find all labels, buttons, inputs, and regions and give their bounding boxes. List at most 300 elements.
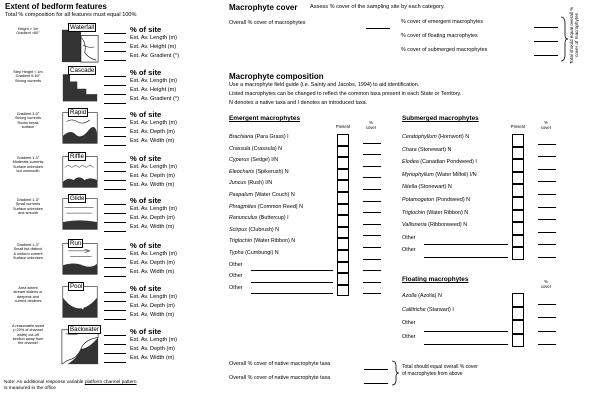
bedform-desc [0, 243, 56, 260]
pct-of-site-label: % of site [130, 196, 162, 205]
submerged-cover-header: % cover [540, 120, 552, 130]
bedform-desc-line: Height > 1m [17, 27, 39, 31]
submerged-heading: Submerged macrophytes [402, 115, 479, 122]
estimate-field[interactable] [104, 222, 126, 223]
present-checkbox[interactable] [512, 222, 524, 235]
present-checkbox[interactable] [512, 334, 524, 348]
taxon-scientific-name: Azolla [402, 293, 417, 299]
taxon-label [402, 172, 477, 178]
bedform-name: Rapid [70, 109, 87, 116]
bedform-row-cascade [0, 67, 220, 109]
native-brace [391, 360, 399, 386]
bedform-name: Glide [70, 195, 85, 202]
pct-cover-field[interactable] [538, 219, 556, 220]
taxon-label [402, 307, 454, 313]
present-checkbox[interactable] [337, 146, 349, 158]
pct-of-site-field[interactable] [104, 118, 126, 119]
taxon-scientific-name: Potamogeton [402, 197, 435, 203]
pct-of-site-field[interactable] [104, 76, 126, 77]
other-taxon-field[interactable] [251, 293, 333, 294]
taxon-label [402, 159, 477, 165]
emergent-taxon-row [229, 238, 399, 250]
taxon-label [229, 262, 242, 268]
floating-cover-header: % cover [540, 279, 552, 289]
bedform-desc-line: A reasonable sized [11, 324, 45, 328]
emergent-taxon-row [229, 262, 399, 274]
other-taxon-field[interactable] [424, 244, 508, 245]
taxon-label [402, 235, 415, 241]
bedform-name: Cascade [70, 67, 95, 74]
taxon-scientific-name: Elodea [402, 159, 419, 166]
taxon-scientific-name: Triglochin [229, 238, 252, 245]
submerged-taxon-row [402, 159, 572, 172]
pct-of-site-field[interactable] [104, 162, 126, 163]
pct-of-site-label: % of site [130, 284, 162, 293]
cover-item-emergent: % cover of emergent macrophytes [401, 19, 484, 25]
pct-of-site-field[interactable] [104, 33, 126, 34]
pct-of-site-field[interactable] [104, 204, 126, 205]
taxon-label [229, 157, 278, 163]
pct-of-site-label: % of site [130, 154, 162, 163]
taxon-common-name: (Stonewart) N [416, 184, 452, 191]
bedform-desc-line: Gradient 1-3° [16, 243, 40, 247]
present-checkbox[interactable] [512, 159, 524, 172]
estimate-label: Est. Av. Length (m) [130, 164, 178, 170]
bedform-desc [0, 70, 56, 83]
taxon-common-name: (Ribbonweed) N [426, 222, 468, 229]
taxon-common-name: (Water Couch) N [252, 192, 295, 198]
present-checkbox[interactable] [512, 134, 524, 147]
present-checkbox[interactable] [512, 235, 524, 248]
estimate-label: Est. Av. Depth (m) [130, 173, 175, 179]
present-checkbox[interactable] [337, 250, 349, 262]
present-checkbox[interactable] [512, 147, 524, 160]
pct-of-site-label: % of site [130, 25, 162, 34]
estimate-label: Est. Av. Width (m) [130, 355, 175, 361]
bedform-note [4, 380, 137, 392]
bedform-row-riffle [0, 153, 220, 195]
estimate-field[interactable] [104, 276, 126, 277]
other-label: Other [402, 234, 416, 241]
taxon-label [229, 134, 289, 140]
estimate-field[interactable] [104, 51, 126, 52]
other-taxon-field[interactable] [424, 331, 508, 332]
estimate-field[interactable] [104, 344, 126, 345]
bedform-desc [0, 286, 56, 303]
pct-cover-field[interactable] [538, 244, 556, 245]
bedform-desc-line: Gradient >60° [16, 31, 40, 36]
floating-taxon-row [402, 307, 572, 321]
estimate-field[interactable] [104, 180, 126, 181]
bedform-desc-line: Strong currents [15, 78, 41, 83]
bedform-desc-line: & uniform current [13, 251, 43, 256]
bedform-desc-line: surface [21, 124, 35, 129]
estimate-field[interactable] [104, 231, 126, 232]
other-taxon-field[interactable] [251, 270, 333, 271]
present-checkbox[interactable] [512, 247, 524, 260]
bedform-desc-line: Rocks break [17, 120, 39, 125]
taxon-scientific-name: Cyperus [229, 157, 250, 164]
emergent-taxon-row [229, 134, 399, 146]
estimate-label: Est. Av. Length (m) [130, 78, 178, 84]
bedform-desc-line: Gradient 5-60° [15, 74, 41, 79]
estimate-label: Est. Av. Length (m) [130, 337, 178, 343]
taxon-label [402, 320, 415, 326]
taxon-label [229, 169, 289, 175]
taxon-common-name: (Stonewart) N [416, 146, 452, 153]
taxon-common-name: (Buttercup) I [257, 215, 289, 222]
bedform-desc-line: Small but distinct [13, 247, 43, 252]
taxon-scientific-name: Eleocharis [229, 168, 255, 175]
taxon-label [402, 222, 467, 228]
bedform-desc-line: section away from [12, 336, 44, 341]
pct-cover-field[interactable] [363, 212, 381, 213]
present-checkbox[interactable] [337, 204, 349, 216]
bedform-desc-line: stream widens or [13, 290, 43, 295]
estimate-field[interactable] [104, 267, 126, 268]
pct-cover-field[interactable] [538, 232, 556, 233]
emergent-taxon-row [229, 285, 399, 297]
pct-of-site-label: % of site [130, 68, 162, 77]
taxon-scientific-name: Paspalum [229, 192, 253, 198]
submerged-taxon-row [402, 184, 572, 197]
pct-cover-field[interactable] [538, 144, 556, 145]
present-checkbox[interactable] [512, 210, 524, 223]
emergent-cover-header: % cover [365, 120, 377, 130]
bedform-desc-line: deepens and [17, 294, 39, 299]
present-checkbox[interactable] [337, 262, 349, 274]
pct-of-site-label: % of site [130, 327, 162, 336]
taxon-label [402, 334, 415, 340]
submerged-taxon-row [402, 147, 572, 160]
pct-cover-field[interactable] [538, 317, 556, 318]
taxon-scientific-name: Typha [229, 250, 244, 256]
submerged-present-header: Present [510, 124, 526, 129]
estimate-label: Est. Av. Gradient (°) [130, 53, 179, 59]
bedform-name: Backwater [70, 326, 99, 333]
taxon-common-name: (Clubrush) N [246, 226, 280, 233]
bedform-desc-line: Surface unbroken [13, 255, 43, 260]
pct-cover-field[interactable] [363, 259, 381, 260]
pct-cover-field[interactable] [363, 143, 381, 144]
emergent-taxon-row [229, 146, 399, 158]
emergent-taxon-row [229, 250, 399, 262]
pct-of-site-label: % of site [130, 110, 162, 119]
native-total-note: Total should equal overall % cover of macrophytes from above [402, 364, 478, 377]
pct-cover-field[interactable] [363, 166, 381, 167]
estimate-label: Est. Av. Depth (m) [130, 215, 175, 221]
pct-cover-field[interactable] [538, 344, 556, 345]
floating-heading: Floating macrophytes [402, 276, 469, 283]
taxon-label [402, 197, 470, 203]
bedform-name: Riffle [70, 153, 84, 160]
pct-cover-field[interactable] [538, 181, 556, 182]
bedform-desc-line: the channel [18, 341, 38, 346]
present-checkbox[interactable] [337, 134, 349, 146]
submerged-taxon-row [402, 235, 572, 248]
taxon-common-name: (Crassula) N [250, 145, 283, 152]
other-label: Other [402, 320, 416, 326]
estimate-field[interactable] [104, 85, 126, 86]
taxon-label [229, 146, 282, 152]
submerged-taxon-row [402, 172, 572, 185]
estimate-field[interactable] [104, 301, 126, 302]
note-prefix: Note: An additional response variable [4, 380, 85, 385]
estimate-field[interactable] [104, 362, 126, 363]
estimate-label: Est. Av. Width (m) [130, 224, 175, 230]
present-checkbox[interactable] [512, 172, 524, 185]
estimate-label: Est. Av. Length (m) [130, 251, 178, 257]
taxon-label [402, 293, 442, 299]
bedform-row-backwater [0, 326, 220, 368]
pct-cover-field[interactable] [363, 293, 381, 294]
emergent-taxon-row [229, 169, 399, 181]
taxon-scientific-name: Brachiaria [229, 134, 254, 140]
taxon-common-name: (Water Milfoil) I/N [433, 171, 477, 178]
estimate-field[interactable] [104, 171, 126, 172]
bedform-row-pool [0, 283, 220, 325]
bedform-name: Pool [70, 283, 83, 290]
present-checkbox[interactable] [337, 192, 349, 204]
estimate-field[interactable] [104, 127, 126, 128]
submerged-taxon-row [402, 197, 572, 210]
present-checkbox[interactable] [512, 184, 524, 197]
bedform-desc-line: Area where [18, 286, 38, 290]
emergent-taxon-row [229, 227, 399, 239]
bedform-desc-line: Gradient 3-5° [16, 112, 40, 116]
taxon-scientific-name: Triglochin [402, 209, 425, 216]
emergent-taxon-row [229, 273, 399, 285]
taxon-scientific-name: Juncus [229, 180, 247, 187]
present-checkbox[interactable] [337, 169, 349, 181]
estimate-field[interactable] [104, 213, 126, 214]
bedform-desc [0, 198, 56, 215]
estimate-field[interactable] [104, 42, 126, 43]
bedform-desc-line: Gradient 1-3° [16, 156, 40, 160]
bedform-desc-line: Small currents [15, 202, 41, 207]
estimate-field[interactable] [104, 145, 126, 146]
pct-cover-field[interactable] [538, 156, 556, 157]
taxon-common-name: (Cumbungi) N [243, 250, 279, 256]
floating-taxon-row [402, 334, 572, 348]
taxon-scientific-name: Myriophyllum [402, 171, 434, 178]
bedform-title: Extent of bedform features [5, 2, 107, 11]
composition-line-1: Use a macrophyte field guide (i.e. Sainty and Jacobs, 1994) to aid identification. [229, 82, 420, 88]
estimate-label: Est. Av. Width (m) [130, 312, 175, 318]
estimate-field[interactable] [104, 319, 126, 320]
cover-submerged-field[interactable] [534, 55, 558, 56]
native-cover-field-1[interactable] [364, 369, 388, 370]
emergent-heading: Emergent macrophytes [229, 115, 301, 122]
other-label: Other [229, 261, 243, 268]
pct-cover-field[interactable] [538, 207, 556, 208]
bedform-name: Waterfall [70, 24, 95, 31]
taxon-scientific-name: Ranunculus [229, 215, 258, 222]
present-checkbox[interactable] [337, 215, 349, 227]
taxon-scientific-name: Callitriche [402, 306, 426, 313]
present-checkbox[interactable] [512, 307, 524, 321]
emergent-taxon-row [229, 157, 399, 169]
estimate-field[interactable] [104, 189, 126, 190]
cover-item-floating: % cover of floating macrophytes [401, 33, 478, 39]
present-checkbox[interactable] [512, 197, 524, 210]
native-cover-label-1: Overall % cover of native macrophyte taxa [229, 361, 331, 367]
bedform-desc [0, 112, 56, 129]
overall-cover-field[interactable] [366, 28, 390, 29]
other-taxon-field[interactable] [424, 344, 508, 345]
submerged-taxon-row [402, 222, 572, 235]
present-checkbox[interactable] [512, 293, 524, 307]
taxon-label [402, 210, 468, 216]
taxon-common-name: (Pondweed) N [434, 197, 471, 203]
taxon-label [229, 285, 242, 291]
taxon-common-name: (Canadian Pondweed) I [418, 159, 477, 166]
bedform-desc-line: Surface unbroken [13, 164, 43, 169]
submerged-taxon-row [402, 134, 572, 147]
taxon-scientific-name: Crassula [229, 145, 251, 152]
estimate-label: Est. Av. Depth (m) [130, 346, 175, 352]
bedform-desc-line: Strong currents [15, 116, 41, 121]
bedform-row-waterfall [0, 24, 220, 66]
taxon-label [229, 204, 303, 210]
estimate-field[interactable] [104, 103, 126, 104]
cover-instruction: Assess % cover of the sampling site by each category. [310, 4, 445, 10]
other-label: Other [229, 284, 243, 291]
taxon-label [229, 192, 295, 198]
taxon-scientific-name: Nitella [402, 184, 417, 191]
other-label: Other [402, 247, 416, 254]
emergent-taxon-row [229, 180, 399, 192]
taxon-common-name: (Spikerush) N [254, 168, 289, 175]
taxon-label [402, 247, 415, 253]
emergent-present-header: Present [335, 124, 351, 129]
present-checkbox[interactable] [337, 157, 349, 169]
composition-line-3: N denotes a native taxa and I denotes an introduced taxa. [229, 100, 368, 106]
present-checkbox[interactable] [337, 238, 349, 250]
bedform-row-glide [0, 195, 220, 237]
estimate-label: Est. Av. Height (m) [130, 44, 177, 50]
note-suffix: is measured in the office [4, 386, 56, 391]
cover-side-note: Total should equal overall % cover of macrophytes [569, 6, 579, 64]
estimate-field[interactable] [104, 136, 126, 137]
estimate-label: Est. Av. Length (m) [130, 35, 178, 41]
present-checkbox[interactable] [337, 273, 349, 285]
emergent-taxon-row [229, 215, 399, 227]
taxon-label [229, 273, 242, 279]
estimate-field[interactable] [104, 258, 126, 259]
taxon-label [229, 250, 279, 256]
cover-title: Macrophyte cover [229, 3, 298, 12]
pct-cover-field[interactable] [363, 270, 381, 271]
bedform-desc [0, 156, 56, 173]
bedform-name: Run [70, 240, 82, 247]
floating-taxon-row [402, 320, 572, 334]
emergent-taxon-row [229, 204, 399, 216]
taxon-scientific-name: Chara [402, 146, 417, 153]
pct-cover-field[interactable] [363, 154, 381, 155]
bedform-row-run [0, 240, 220, 282]
pct-cover-field[interactable] [363, 201, 381, 202]
estimate-label: Est. Av. Height (m) [130, 87, 177, 93]
estimate-field[interactable] [104, 60, 126, 61]
bedform-desc-line: (>20% of channel [13, 328, 43, 333]
pct-cover-field[interactable] [538, 331, 556, 332]
bedform-desc-line: current declines [14, 298, 42, 303]
bedform-desc-line: Gradient 1-3° [16, 198, 40, 202]
pct-of-site-field[interactable] [104, 292, 126, 293]
taxon-common-name: (Hornwort) N [436, 134, 470, 140]
bedform-desc [0, 27, 56, 36]
present-checkbox[interactable] [337, 227, 349, 239]
native-cover-field-2[interactable] [364, 383, 388, 384]
emergent-taxon-row [229, 192, 399, 204]
estimate-label: Est. Av. Width (m) [130, 182, 175, 188]
pct-cover-field[interactable] [538, 194, 556, 195]
taxon-label [229, 180, 272, 186]
pct-cover-field[interactable] [363, 247, 381, 248]
estimate-field[interactable] [104, 353, 126, 354]
other-label: Other [229, 273, 243, 280]
pct-cover-field[interactable] [363, 177, 381, 178]
bedform-subtitle: Total % composition for all features must equal 100% [5, 12, 137, 18]
composition-title: Macrophyte composition [229, 72, 324, 81]
other-taxon-field[interactable] [424, 257, 508, 258]
bedform-desc [0, 324, 56, 345]
pct-of-site-field[interactable] [104, 335, 126, 336]
bedform-desc-line: Surface unbroken [13, 206, 43, 211]
taxon-label [402, 184, 452, 190]
estimate-label: Est. Av. Depth (m) [130, 303, 175, 309]
taxon-scientific-name: Vallisneria [402, 222, 427, 229]
cover-emergent-field[interactable] [534, 27, 558, 28]
bedform-desc-line: and smooth [18, 210, 38, 215]
estimate-label: Est. Av. Width (m) [130, 138, 175, 144]
estimate-label: Est. Av. Length (m) [130, 206, 178, 212]
note-link: platform channel pattern [84, 380, 137, 385]
taxon-common-name: (Para Grass) I [253, 134, 289, 140]
present-checkbox[interactable] [512, 320, 524, 334]
other-taxon-field[interactable] [251, 282, 333, 283]
bedform-desc-line: but unsmooth [16, 168, 40, 173]
taxon-label [402, 134, 469, 140]
present-checkbox[interactable] [337, 180, 349, 192]
estimate-field[interactable] [104, 310, 126, 311]
estimate-field[interactable] [104, 94, 126, 95]
submerged-taxon-row [402, 247, 572, 260]
floating-taxon-row [402, 293, 572, 307]
pct-of-site-field[interactable] [104, 249, 126, 250]
bedform-desc-line: Step Height < 1m [13, 70, 43, 74]
taxon-common-name: (Common Reed) N [256, 203, 303, 210]
pct-cover-field[interactable] [538, 169, 556, 170]
pct-cover-field[interactable] [538, 257, 556, 258]
taxon-common-name: (Water Ribbon) N [424, 209, 469, 216]
present-checkbox[interactable] [337, 285, 349, 297]
estimate-label: Est. Av. Width (m) [130, 269, 175, 275]
estimate-label: Est. Av. Gradient (°) [130, 96, 179, 102]
taxon-scientific-name: Scirpus [229, 226, 247, 233]
estimate-label: Est. Av. Length (m) [130, 294, 178, 300]
composition-line-2: Listed macrophytes can be changed to reflect the common taxa present in each State or Territory. [229, 91, 462, 97]
pct-cover-field[interactable] [363, 189, 381, 190]
taxon-common-name: (Rush) I/N [246, 180, 273, 187]
pct-cover-field[interactable] [363, 282, 381, 283]
pct-cover-field[interactable] [363, 235, 381, 236]
cover-floating-field[interactable] [534, 41, 558, 42]
pct-cover-field[interactable] [538, 304, 556, 305]
estimate-label: Est. Av. Depth (m) [130, 129, 175, 135]
pct-cover-field[interactable] [363, 224, 381, 225]
